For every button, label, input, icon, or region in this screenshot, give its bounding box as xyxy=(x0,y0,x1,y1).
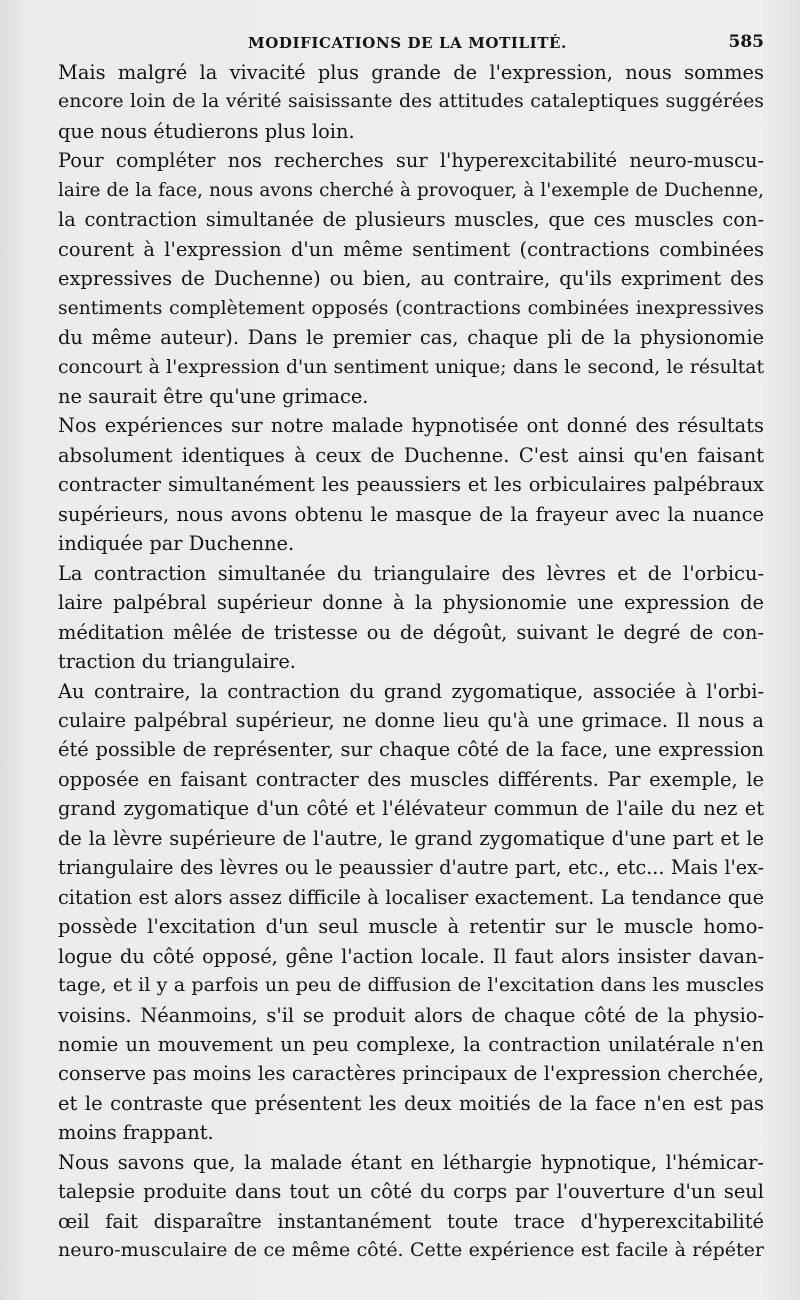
text-line: sentiments complètement opposés (contractions combinées inexpressives xyxy=(58,297,764,319)
text-line: expressives de Duchenne) ou bien, au contraire, qu'ils expriment des xyxy=(58,267,764,291)
page-number: 585 xyxy=(728,32,764,52)
paragraph xyxy=(58,559,764,677)
text-line: et le contraste que présentent les deux moitiés de la face n'en est pas xyxy=(58,1091,764,1115)
paragraph xyxy=(58,146,764,411)
text-line: œil fait disparaître instantanément toute trace d'hyperexcitabilité xyxy=(58,1209,764,1233)
text-line: opposée en faisant contracter des muscles différents. Par exemple, le xyxy=(58,767,764,791)
text-line: encore loin de la vérité saisissante des attitudes cataleptiques suggérées xyxy=(58,90,764,113)
text-line: contracter simultanément les peaussiers et les orbiculaires palpébraux xyxy=(58,473,764,497)
text-line: moins frappant. xyxy=(58,1121,214,1145)
text-line: Pour compléter nos recherches sur l'hyperexcitabilité neuro-muscu- xyxy=(58,149,764,173)
text-line: laire palpébral supérieur donne à la physionomie une expression de xyxy=(58,591,764,615)
text-line: talepsie produite dans tout un côté du corps par l'ouverture d'un seul xyxy=(58,1180,764,1204)
text-line: Nous savons que, la malade étant en léthargie hypnotique, l'hémicar- xyxy=(58,1150,764,1174)
text-line: neuro-musculaire de ce même côté. Cette expérience est facile à répéter xyxy=(58,1239,764,1262)
text-line: ne saurait être qu'une grimace. xyxy=(58,384,369,408)
text-line: Mais malgré la vivacité plus grande de l'expression, nous sommes xyxy=(58,61,764,84)
text-line: Au contraire, la contraction du grand zygomatique, associée à l'orbi- xyxy=(58,679,764,703)
text-line: de la lèvre supérieure de l'autre, le grand zygomatique d'une part et le xyxy=(58,826,764,850)
text-line: grand zygomatique d'un côté et l'élévateur commun de l'aile du nez et xyxy=(58,797,764,821)
text-line: concourt à l'expression d'un sentiment unique; dans le second, le résultat xyxy=(58,356,764,378)
text-line: culaire palpébral supérieur, ne donne lieu qu'à une grimace. Il nous a xyxy=(58,708,764,732)
text-line: supérieurs, nous avons obtenu le masque de la frayeur avec la nuance xyxy=(58,502,764,526)
text-line: traction du triangulaire. xyxy=(58,650,296,674)
text-line: absolument identiques à ceux de Duchenne. C'est ainsi qu'en faisant xyxy=(58,443,764,467)
text-line: triangulaire des lèvres ou le peaussier d'autre part, etc., etc... Mais l'ex- xyxy=(58,856,764,880)
text-line: logue du côté opposé, gêne l'action locale. Il faut alors insister davan- xyxy=(58,944,764,968)
text-line: tage, et il y a parfois un peu de diffusion de l'excitation dans les muscles xyxy=(58,974,764,997)
text-line: du même auteur). Dans le premier cas, chaque pli de la physionomie xyxy=(58,326,764,350)
text-line: méditation mêlée de tristesse ou de dégoût, suivant le degré de con- xyxy=(58,620,764,644)
text-line: La contraction simultanée du triangulaire des lèvres et de l'orbicu- xyxy=(58,561,764,585)
text-line: citation est alors assez difficile à localiser exactement. La tendance que xyxy=(58,885,764,909)
paragraph xyxy=(58,58,764,146)
body-text xyxy=(58,58,764,1266)
paragraph xyxy=(58,677,764,1148)
text-line: laire de la face, nous avons cherché à provoquer, à l'exemple de Duchenne, xyxy=(58,179,764,201)
text-line: nomie un mouvement un peu complexe, la contraction unilatérale n'en xyxy=(58,1032,764,1056)
text-line: indiquée par Duchenne. xyxy=(58,532,295,556)
text-line: courent à l'expression d'un même sentiment (contractions combinées xyxy=(58,237,764,261)
text-line: possède l'excitation d'un seul muscle à retentir sur le muscle homo- xyxy=(58,915,764,939)
text-line: la contraction simultanée de plusieurs muscles, que ces muscles con- xyxy=(58,208,764,232)
text-line: que nous étudierons plus loin. xyxy=(58,119,355,143)
page-header xyxy=(58,28,764,58)
running-title: MODIFICATIONS DE LA MOTILITÉ. xyxy=(248,34,567,52)
text-line: conserve pas moins les caractères principaux de l'expression cherchée, xyxy=(58,1062,764,1086)
text-line: Nos expériences sur notre malade hypnotisée ont donné des résultats xyxy=(58,414,764,438)
paragraph xyxy=(58,411,764,558)
text-line: voisins. Néanmoins, s'il se produit alors de chaque côté de la physio- xyxy=(58,1003,764,1027)
text-line: été possible de représenter, sur chaque côté de la face, une expression xyxy=(58,738,764,762)
paragraph xyxy=(58,1148,764,1266)
